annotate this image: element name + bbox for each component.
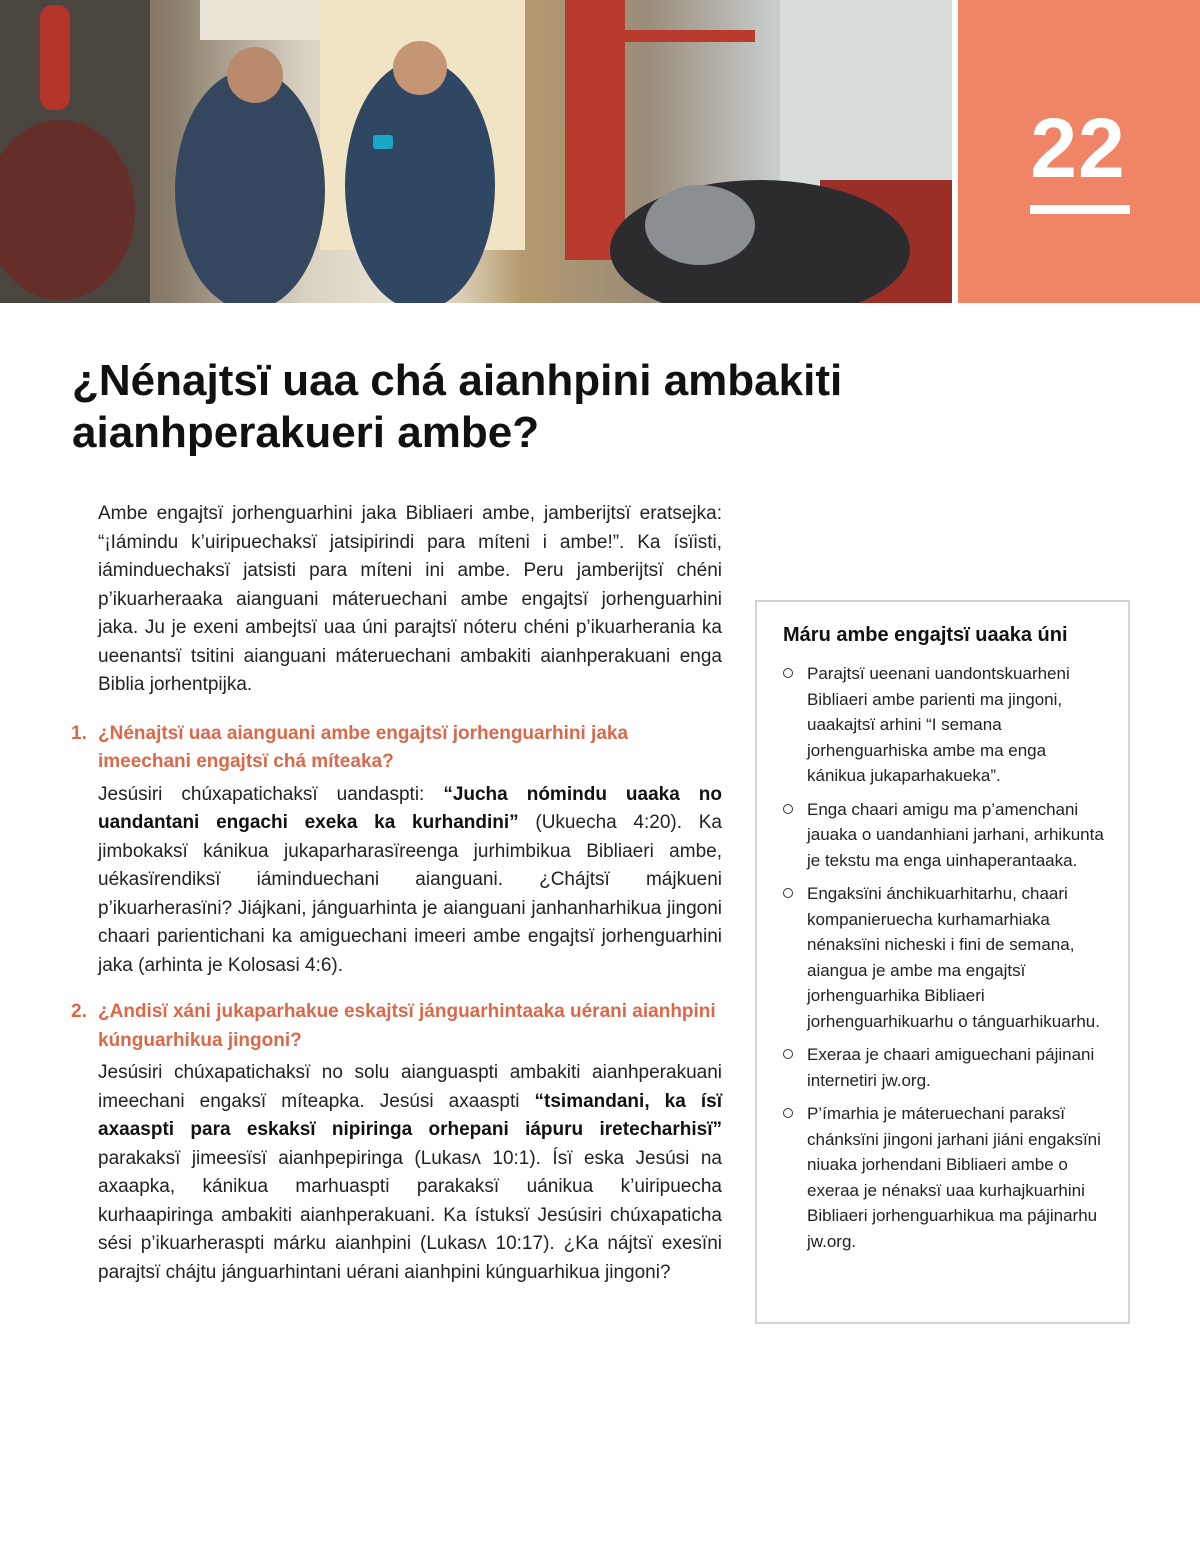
answer-quote: “tsimandani, ka ísï axaaspti para eskaksï nipiringa orhepani iápuru iretecharhisï” xyxy=(98,1090,722,1140)
question-2 xyxy=(71,998,722,1055)
sidebar-item-text: Parajtsï ueenani uandontskuarheni Bibliaeri ambe parienti ma jingoni, uaakajtsï arhini “I semana jorhenguarhiska ambe ma enga kánikua jukaparhakueka”. xyxy=(807,664,1070,785)
question-number: 2. xyxy=(71,1001,87,1022)
wall-sign xyxy=(200,0,320,40)
sidebar-item-text: Exeraa je chaari amiguechani pájinani internetiri jw.org. xyxy=(807,1045,1095,1090)
chapter-number: 22 xyxy=(1030,101,1126,195)
fire-extinguisher xyxy=(40,5,70,110)
circle-bullet-icon xyxy=(783,888,793,898)
sidebar-item-text: Engaksïni ánchikuarhitarhu, chaari kompanieruecha kurhamarhiaka nénaksïni nicheski i fini de semana, aiangua je ambe ma engajtsï jorhenguarhika Bibliaeri jorhenguarhikuarhu o tánguarhikuarhu. xyxy=(807,884,1100,1031)
sidebar-list-item xyxy=(783,1101,1104,1254)
younger-man-head xyxy=(393,41,447,95)
page-title: ¿Nénajtsï uaa chá aianhpini ambakiti aianhperakueri ambe? xyxy=(72,356,843,457)
chapter-rule xyxy=(1030,205,1130,214)
hero-photo xyxy=(0,0,952,303)
sidebar-list-item xyxy=(783,881,1104,1034)
circle-bullet-icon xyxy=(783,668,793,678)
sidebar-item-text: P’ímarhia je máteruechani paraksï chánksïni jingoni jarhani jiáni engaksïni niuaka jorhendani Bibliaeri ambe o exeraa je nénaksï uaa kurhajkuarhini Bibliaeri jorhenguarhikua ma pájinarhu jw.org. xyxy=(807,1104,1101,1251)
question-text: ¿Nénajtsï uaa aianguani ambe engajtsï jorhenguarhini jaka imeechani engajtsï chá míteaka? xyxy=(98,722,629,772)
answer-text: (Ukuecha 4:20). Ka jimbokaksï kánikua jukaparharasïreenga jurhimbikua Bibliaeri ambe, uékasïrendiksï iáminduechani aianguani. ¿Chájtsï májkueni p’ikuarherasïni? Jiájkani, jánguarhinta je aianguani janhanharhikua jingoni chaari parientichani ka amiguechani imeeri ambe engajtsï jorhenguarhini jaka (arhinta je Kolosasi 4:6). xyxy=(98,812,722,976)
sidebar-item-text: Enga chaari amigu ma p’amenchani jauaka o uandanhiani jarhani, arhikunta je tekstu ma enga uinhaperantaaka. xyxy=(807,799,1104,870)
question-1 xyxy=(71,720,722,777)
answer-text: Jesúsiri chúxapatichaksï uandaspti: xyxy=(98,783,444,805)
answer-text: parakaksï jimeesïsï aianhpepiringa (Lukasᴧ 10:1). Ísï eska Jesúsi na axaapka, kánikua marhuaspti parakaksï uánikua k’uiripuecha kurhaapiringa ambakiti aianhperakuani. Ka ístuksï Jesúsiri chúxapaticha sési p’ikuarheraspti márku aianhpini (Lukasᴧ 10:17). ¿Ka nájtsï exesïni parajtsï chájtu jánguarhintani uérani aianhpini kúnguarhikua jingoni? xyxy=(98,1147,722,1283)
older-man-head xyxy=(227,47,283,103)
sidebar-list-item xyxy=(783,1042,1104,1093)
question-text: ¿Andisï xáni jukaparhakue eskajtsï jánguarhintaaka uérani aianhpini kúnguarhikua jingoni? xyxy=(98,1001,716,1051)
answer-text: Jesúsiri chúxapatichaksï no solu aianguaspti ambakiti aianhperakuani imeechani engaksï míteapka. Jesúsi axaaspti xyxy=(98,1062,722,1112)
motorcycle-tank xyxy=(645,185,755,265)
red-lift-column xyxy=(565,0,625,260)
circle-bullet-icon xyxy=(783,1049,793,1059)
answer-2 xyxy=(98,1059,722,1287)
younger-man xyxy=(345,60,495,303)
sidebar-list xyxy=(783,661,1104,1254)
circle-bullet-icon xyxy=(783,1108,793,1118)
sidebar-list-item xyxy=(783,797,1104,874)
sidebar-box xyxy=(755,600,1130,1324)
red-lift-arm xyxy=(625,30,755,42)
sidebar-title: Máru ambe engajtsï uaaka úni xyxy=(783,624,1068,646)
phone xyxy=(373,135,393,149)
chapter-tab xyxy=(958,0,1200,303)
garage-scene-illustration xyxy=(0,0,952,303)
sidebar-list-item xyxy=(783,661,1104,789)
older-man xyxy=(175,70,325,303)
question-number: 1. xyxy=(71,722,87,744)
intro-paragraph: Ambe engajtsï jorhenguarhini jaka Bibliaeri ambe, jamberijtsï eratsejka: “¡Iámindu k’uiripuechaksï jatsipirindi para míteni i ambe!”. Ka ísïisti, iáminduechaksï jatsisti para míteni ini ambe. Peru jamberijtsï chéni p’ikuarheraaka aianguani máteruechani ambe engajtsï jorhenguarhini jaka. Ju je exeni ambejtsï uaa úni parajtsï nóteru chéni p’ikuarherania ka ueenantsï tsitini aianguani máteruechani ambakiti aianhperakuani enga Biblia jorhentpijka. xyxy=(98,503,722,695)
answer-quote: “Jucha nómindu uaaka no uandantani engachi exeka ka kurhandini” xyxy=(98,783,722,833)
circle-bullet-icon xyxy=(783,804,793,814)
main-column xyxy=(71,500,722,1305)
answer-1 xyxy=(98,781,722,981)
